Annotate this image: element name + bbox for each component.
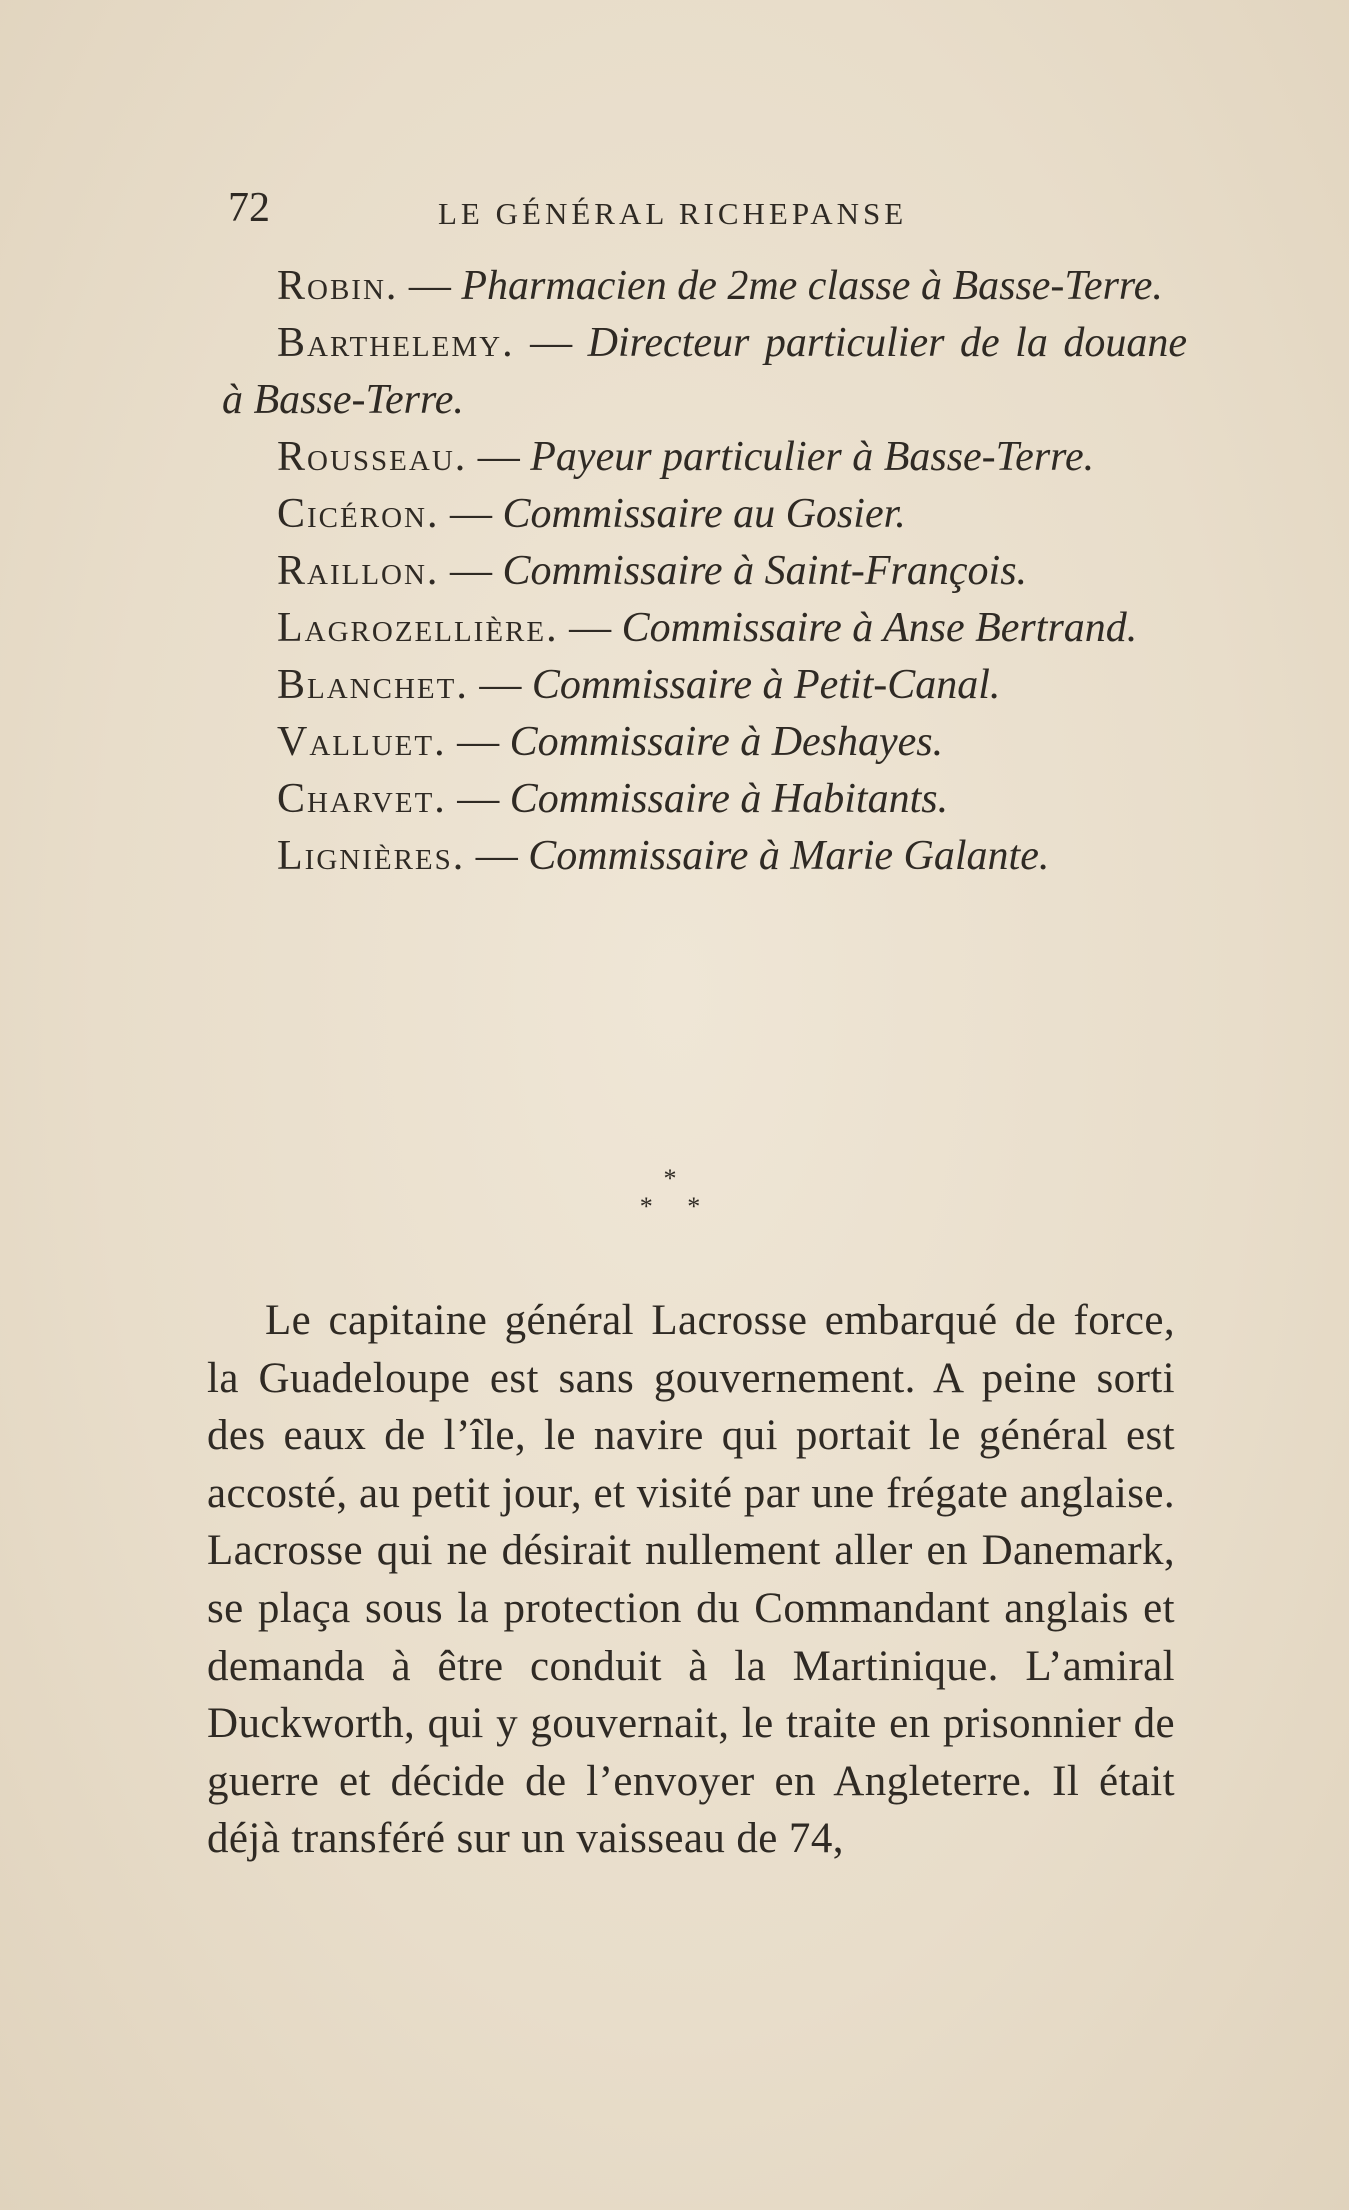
- entry-role: Commissaire à Anse Bertrand.: [621, 605, 1138, 651]
- entry-separator: —: [446, 776, 510, 822]
- asterism-divider: [620, 1165, 720, 1235]
- entry-separator: —: [465, 833, 529, 879]
- entry-name: Valluet.: [277, 719, 447, 765]
- entry-name: Robin.: [277, 263, 399, 309]
- entry-robin: [222, 258, 1187, 315]
- entry-name: Barthelemy.: [277, 320, 515, 366]
- entry-blanchet: [222, 657, 1187, 714]
- entry-ciceron: [222, 486, 1187, 543]
- entry-separator: —: [514, 320, 588, 366]
- entry-name: Lagrozellière.: [277, 605, 559, 651]
- entry-separator: —: [468, 662, 532, 708]
- officials-list: [222, 258, 1187, 885]
- body-paragraph: Le capitaine général Lacrosse embarqué de force, la Guadeloupe est sans gouvernement. A peine sorti des eaux de l’île, le navire qui portait le général est accosté, au petit jour, et visité par une frégate anglaise. Lacrosse qui ne désirait nullement aller en Danemark, se plaça sous la protection du Commandant anglais et demanda à être conduit à la Martinique. L’amiral Duckworth, qui y gouvernait, le traite en prisonnier de guerre et décide de l’envoyer en Angleterre. Il était déjà transféré sur un vaisseau de 74,: [207, 1297, 1175, 1863]
- entry-charvet: [222, 771, 1187, 828]
- entry-role: Commissaire à Marie Galante.: [528, 833, 1050, 879]
- entry-role: Commissaire au Gosier.: [502, 491, 906, 537]
- entry-lignieres: [222, 828, 1187, 885]
- entry-name: Raillon.: [277, 548, 440, 594]
- entry-valluet: [222, 714, 1187, 771]
- entry-barthelemy: [222, 315, 1187, 429]
- entry-name: Blanchet.: [277, 662, 469, 708]
- entry-role: Payeur particulier à Basse-Terre.: [530, 434, 1095, 480]
- entry-separator: —: [439, 491, 503, 537]
- page-number: 72: [228, 185, 270, 231]
- entry-separator: —: [467, 434, 531, 480]
- entry-role: Commissaire à Habitants.: [509, 776, 949, 822]
- entry-lagrozelliere: [222, 600, 1187, 657]
- entry-separator: —: [439, 548, 503, 594]
- entry-name: Cicéron.: [277, 491, 440, 537]
- asterism-top: *: [663, 1164, 677, 1193]
- entry-separator: —: [558, 605, 622, 651]
- entry-raillon: [222, 543, 1187, 600]
- page-header: [228, 178, 1128, 238]
- entry-role: Pharmacien de 2me classe à Basse-Terre.: [461, 263, 1163, 309]
- entry-role: Commissaire à Petit-Canal.: [531, 662, 1001, 708]
- entry-separator: —: [398, 263, 462, 309]
- entry-name: Rousseau.: [277, 434, 468, 480]
- entry-name: Lignières.: [277, 833, 466, 879]
- entry-role: Directeur particulier de la douane à Basse-Terre.: [222, 320, 1188, 423]
- entry-role: Commissaire à Deshayes.: [509, 719, 944, 765]
- entry-name: Charvet.: [277, 776, 447, 822]
- asterism-bottom: * *: [639, 1192, 715, 1221]
- entry-rousseau: [222, 429, 1187, 486]
- entry-separator: —: [446, 719, 510, 765]
- running-head: LE GÉNÉRAL RICHEPANSE: [438, 196, 908, 231]
- entry-role: Commissaire à Saint-François.: [502, 548, 1028, 594]
